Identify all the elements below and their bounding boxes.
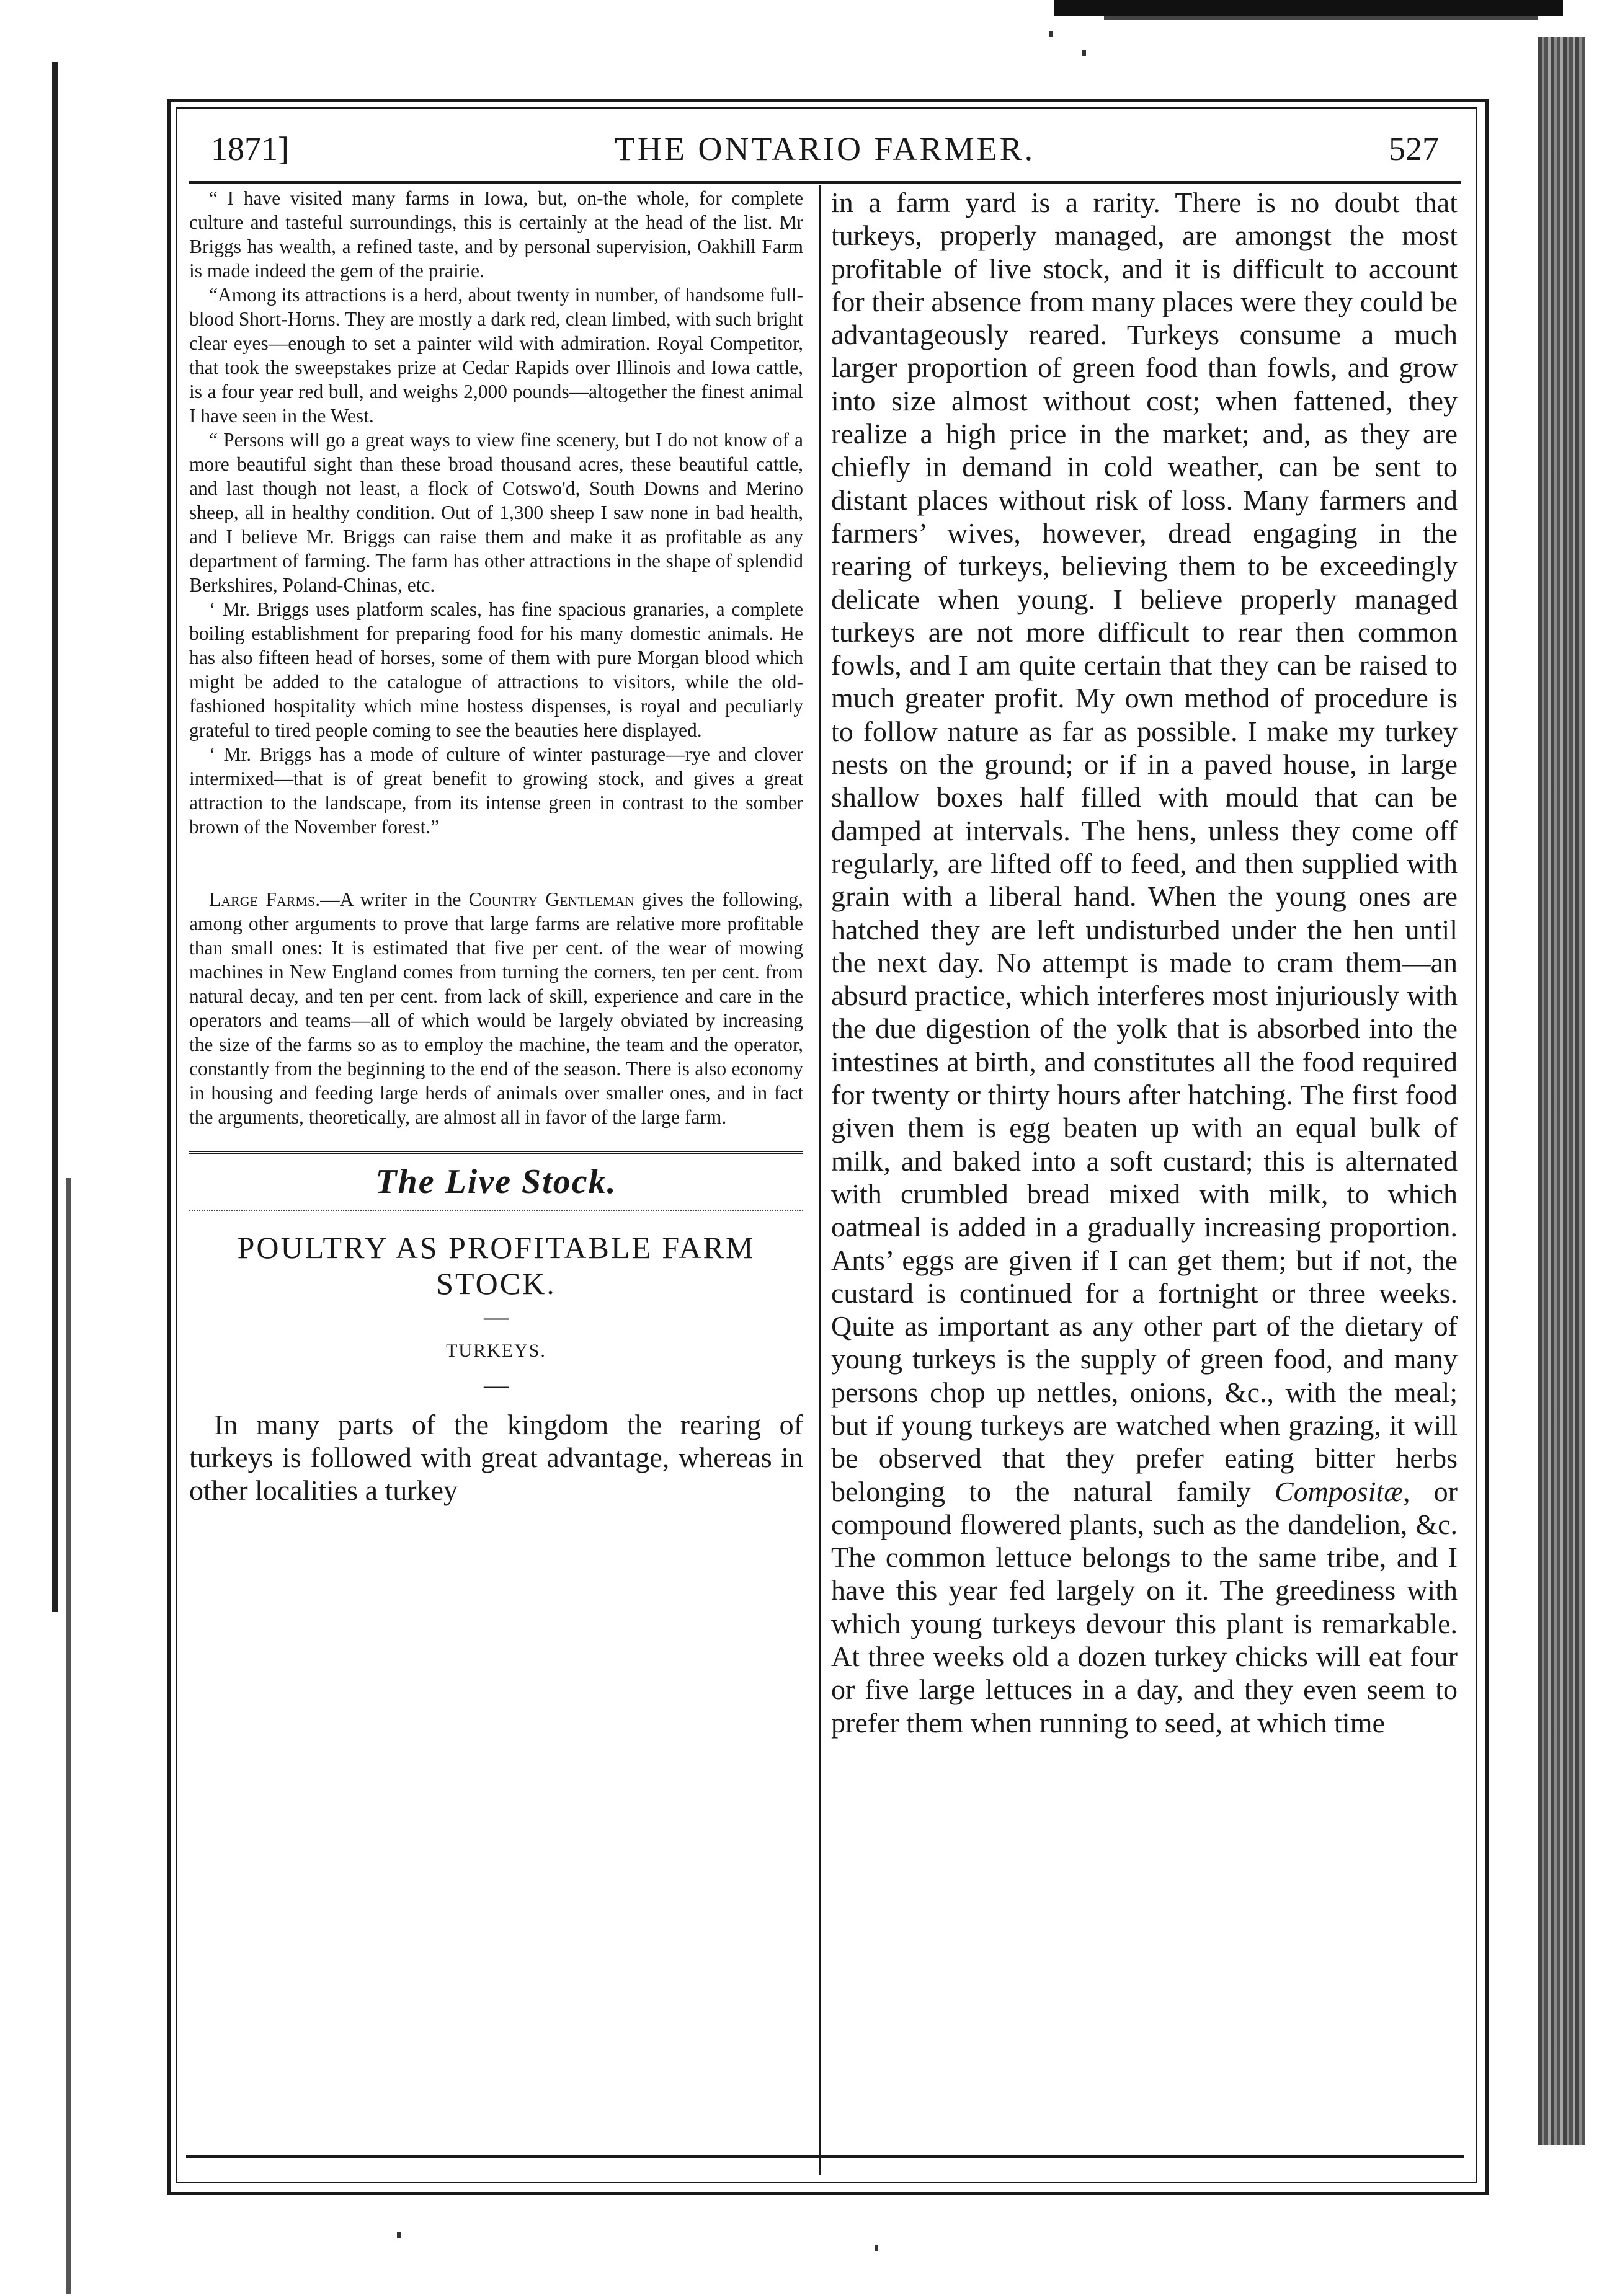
section-heading: The Live Stock. xyxy=(375,1163,617,1201)
source-name: Country Gentleman xyxy=(468,889,635,910)
quoted-letter xyxy=(189,186,803,839)
publication-title: THE ONTARIO FARMER. xyxy=(614,130,1036,167)
dotted-rule xyxy=(189,1210,803,1211)
turkeys-continued xyxy=(831,186,1458,1739)
page-number: 527 xyxy=(1389,130,1439,167)
article-lead: Large Farms. xyxy=(209,889,321,910)
scan-left-edge xyxy=(52,62,58,1612)
header-rule xyxy=(189,181,1461,184)
scan-left-edge-secondary xyxy=(66,1178,71,2294)
paragraph: “ I have visited many farms in Iowa, but, on-the whole, for complete culture and tasteful surroundings, this is certainly at the head of the list. Mr Briggs has wealth, a refined taste, and by personal supervision, Oakhill Farm is made indeed the gem of the prairie. xyxy=(189,187,803,281)
bottom-rule xyxy=(186,2155,1464,2158)
issue-year: 1871] xyxy=(211,130,289,167)
paragraph: ‘ Mr. Briggs has a mode of culture of winter pasturage—rye and clover intermixed—that is of great benefit to growing stock, and gives a great attraction to the landscape, from its intense green in contrast to the somber brown of the November forest.” xyxy=(189,743,803,838)
paragraph: “ Persons will go a great ways to view fine scenery, but I do not know of a more beautiful sight than these broad thousand acres, these beautiful cattle, and last though not least, a flock of Cotswo'd, South Downs and Merino sheep, all in healthy condition. Out of 1,300 sheep I saw none in bad health, and I believe Mr. Briggs can raise them and make it as profitable as any department of farming. The farm has other attractions in the shape of splendid Berkshires, Poland-Chinas, etc. xyxy=(189,429,803,596)
paragraph: ‘ Mr. Briggs uses platform scales, has fine spacious granaries, a complete boiling establishment for preparing food for his many domestic animals. He has also fifteen head of horses, some of them with pure Morgan blood which might be added to the catalogue of attractions to visitors, while the old-fashioned hospitality which mine hostess dispenses, is royal and peculiarly grateful to tired people coming to see the beauties here displayed. xyxy=(189,598,803,741)
scan-edge-bar xyxy=(1054,0,1563,16)
scan-right-edge xyxy=(1538,37,1585,2145)
scan-speck xyxy=(397,2232,401,2238)
left-column xyxy=(189,186,803,1507)
scan-speck xyxy=(1082,50,1086,56)
running-header xyxy=(198,121,1451,177)
scan-edge-bar-thin xyxy=(1104,16,1538,20)
article-text: in a farm yard is a rarity. There is no doubt that turkeys, properly managed, are amongst the most profitable of live stock, and it is difficult to account for their absence from many places were they could be advantageously reared. Turkeys consume a much larger proportion of green food than fowls, and grow into size almost without cost; when fattened, they realize a high price in the market; and, as they are chiefly in demand in cold weather, can be sent to distant places without risk of loss. Many farmers and farmers’ wives, however, dread engaging in the rearing of turkeys, believing them to be exceedingly delicate when young. I believe properly managed turkeys are not more difficult to rear then common fowls, and I am quite certain that they can be raised to much greater profit. My own method of procedure is to follow nature as far as possible. I make my turkey nests on the ground; or if in a paved house, in large shallow boxes half filled with mould that can be damped at intervals. The hens, unless they come off regularly, are lifted off to feed, and then supplied with grain with a liberal hand. When the young ones are hatched they are left undisturbed under the hen until the next day. No attempt is made to cram them—an absurd practice, which interferes most injuriously with the due digestion of the yolk that is absorbed into the intestines at birth, and constitutes all the food required for twenty or thirty hours after hatching. The first food given them is egg beaten up with an equal bulk of milk, and baked into a soft custard; this is alternated with crumbled bread mixed with milk, to which oatmeal is added in a gradually increasing proportion. Ants’ eggs are given if I can get them; but if not, the custard is continued for a fortnight or three weeks. Quite as important as any other part of the dietary of young turkeys is the supply of green food, and many persons chop up nettles, onions, &c., with the meal; but if young turkeys are watched when grazing, it will be observed that they prefer eating bitter herbs belonging to the natural family xyxy=(831,187,1458,1507)
article-text: —A writer in the xyxy=(320,889,469,910)
article-subheading: TURKEYS. xyxy=(446,1341,546,1361)
scan-speck xyxy=(875,2245,878,2251)
emphasized-term: Compositæ xyxy=(1274,1475,1403,1507)
subheading-dash: — xyxy=(484,1371,509,1399)
column-divider xyxy=(819,185,821,2175)
paragraph: “Among its attractions is a herd, about twenty in number, of handsome full-blood Short-Horns. They are mostly a dark red, clean limbed, with such bright clear eyes—enough to set a painter wild with admiration. Royal Competitor, that took the sweepstakes prize at Cedar Rapids over Illinois and Iowa cattle, is a four year red bull, and weighs 2,000 pounds—altogether the finest animal I have seen in the West. xyxy=(189,284,803,427)
article-text: , or compound flowered plants, such as the dandelion, &c. The common lettuce belongs to the same tribe, and I have this year fed largely on it. The greediness with which young turkeys devour this plant is remarkable. At three weeks old a dozen turkey chicks will eat four or five large lettuces in a day, and they even seem to prefer them when running to seed, at which time xyxy=(831,1475,1458,1739)
opening-paragraph: In many parts of the kingdom the rearing of turkeys is followed with great advantage, whereas in other localities a turkey xyxy=(189,1409,803,1506)
title-dash: — xyxy=(484,1303,509,1331)
article-text: gives the following, among other arguments to prove that large farms are relative more profitable than small ones: It is estimated that five per cent. of the wear of mowing machines in New England comes from turning the corners, ten per cent. from natural decay, and ten per cent. from lack of skill, experience and care in the operators and teams—all of which would be largely obviated by increasing the size of the farms so as to employ the machine, the team and the operator, constantly from the beginning to the end of the season. There is also economy in housing and feeding large herds of animals over smaller ones, and in fact the arguments, theoretically, are almost all in favor of the large farm. xyxy=(189,889,804,1128)
article-title: POULTRY AS PROFITABLE FARM STOCK. xyxy=(237,1230,755,1301)
right-column xyxy=(831,186,1458,1739)
large-farms-article xyxy=(189,887,803,1129)
scan-speck xyxy=(1049,31,1053,37)
